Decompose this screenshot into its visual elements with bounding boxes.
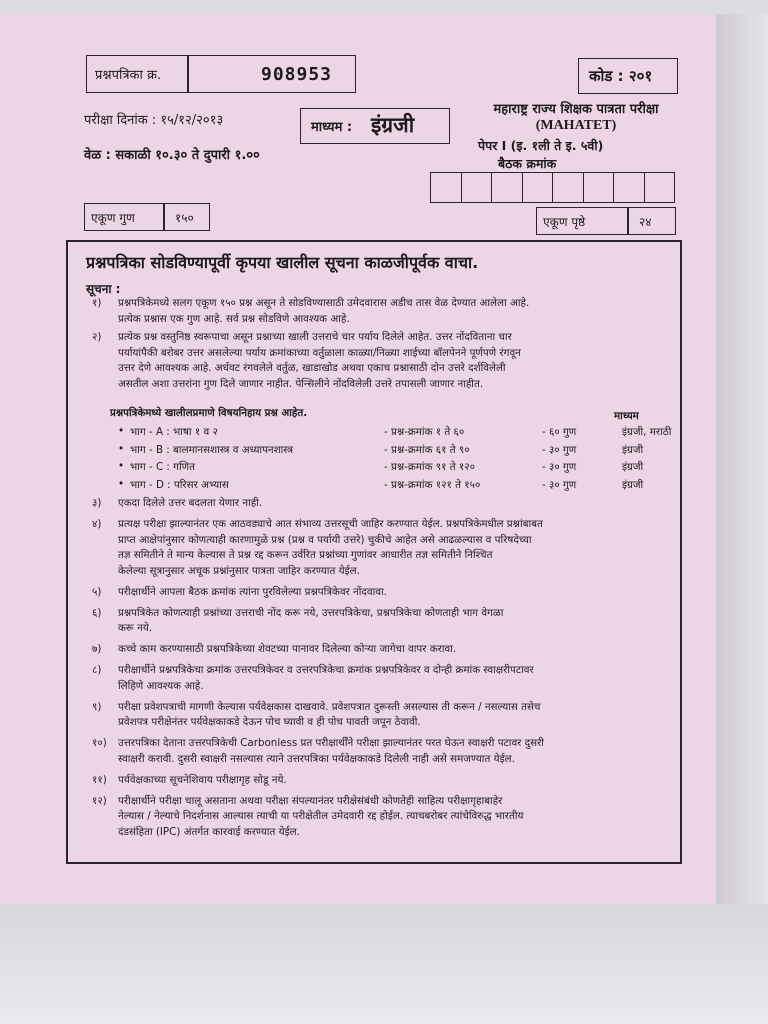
subject-row [118, 425, 678, 441]
subject-medium: इंग्रजी [622, 443, 644, 456]
question-paper-number-label-box [86, 55, 188, 93]
notes-label: सूचना : [86, 282, 121, 296]
question-paper-number-value-box [188, 55, 356, 93]
instruction-number: ६) [92, 606, 102, 619]
instruction-line: परीक्षार्थीने प्रश्नपत्रिकेचा क्रमांक उत्तरपत्रिकेवर व उत्तरपत्रिकेचा क्रमांक प्रश्नपत्रिकेवर व दोन्ही क्रमांक स्वाक्षरीपटावर [118, 664, 534, 676]
instruction-text [118, 517, 656, 579]
instruction-line: नेल्यास / नेल्याचे निदर्शनास आल्यास त्याची या परीक्षेतील उमेदवारी रद्द होईल. त्याचबरोबर त्यांचेविरुद्ध भारतीय [118, 810, 524, 822]
seat-number-cell[interactable] [462, 173, 493, 202]
instruction-line: प्रत्येक प्रश्न वस्तुनिष्ठ स्वरूपाचा असून प्रश्नाच्या खाली उत्तराचे चार पर्याय दिलेले आहेत. उत्तर नोंदविताना चार [118, 331, 512, 343]
instruction-number: २) [92, 331, 102, 343]
divider [163, 204, 165, 230]
instruction-line: पर्यायांपैकी बरोबर उत्तर असलेल्या पर्याय क्रमांकाच्या वर्तुळाला काळ्या/निळ्या शाईच्या बॉलपेनने पूर्णपणे रंगवून [118, 346, 521, 359]
instruction-text [118, 794, 656, 841]
instruction-line: प्राप्त आक्षेपांनुसार कोणत्याही कारणामुळे प्रश्न (प्रश्न व पर्यायी उत्तरे) चुकीचे आहेत असे आढळल्यास व परिषदेच्या [118, 533, 532, 546]
instruction-number: ३) [92, 497, 102, 509]
instruction-line: एकदा दिलेले उत्तर बदलता येणार नाही. [118, 497, 263, 509]
subject-row [118, 460, 678, 476]
seat-number-cell[interactable] [492, 173, 523, 202]
subject-medium: इंग्रजी [622, 461, 644, 473]
total-pages-value: २४ [639, 215, 652, 229]
question-range: - प्रश्न-क्रमांक १२१ ते १५० [384, 478, 481, 491]
instruction-number: ७) [92, 643, 102, 655]
instruction-line: असतील अशा उत्तरांना गुण दिले जाणार नाहीत. पेन्सिलीने नोंदविलेली उत्तरे तपासली जाणार नाहीत. [118, 377, 484, 390]
question-paper-number-label: प्रश्नपत्रिका क्र. [95, 68, 162, 83]
instruction-line: परीक्षार्थीने परीक्षा चालू असताना अथवा परीक्षा संपल्यानंतर परीक्षेसंबंधी कोणतेही साहित्य परीक्षागृहाबाहेर [118, 794, 503, 807]
instruction-line: दंडसंहिता (IPC) अंतर्गत कारवाई करण्यात येईल. [118, 825, 300, 838]
instruction-line: लिहिणे आवश्यक आहे. [118, 679, 204, 692]
instruction-line: परीक्षार्थीने आपला बैठक क्रमांक त्यांना पुरविलेल्या प्रश्नपत्रिकेवर नोंदवावा. [118, 585, 387, 598]
bullet-icon: • [118, 477, 125, 490]
instruction-number: १२) [92, 794, 107, 807]
instruction-line: कच्चे काम करण्यासाठी प्रश्नपत्रिकेच्या शेवटच्या पानावर दिलेल्या कोऱ्या जागेचा वापर करावा. [118, 643, 457, 655]
instruction-line: प्रश्नपत्रिकेत कोणत्याही प्रश्नांच्या उत्तराची नोंद करू नये, उत्तरपत्रिकेचा, प्रश्नपत्रिकेचा कोणताही भाग वेगळा [118, 606, 504, 619]
instruction-line: करू नये. [118, 622, 153, 634]
medium-column-heading: माध्यम [614, 410, 639, 422]
total-marks-label: एकूण गुण [91, 211, 135, 225]
instruction-line: केलेल्या सूत्रानुसार अचूक प्रश्नांनुसार पात्रता जाहिर करण्यात येईल. [118, 564, 360, 577]
instruction-line: प्रत्येक प्रश्नास एक गुण आहे. सर्व प्रश्न सोडविणे आवश्यक आहे. [118, 312, 350, 325]
instruction-line: तज्ञ समितीने ते मान्य केल्यास ते प्रश्न रद्द करून उर्वरित प्रश्नांच्या गुणांवर आधारीत तज्ञ समितीने निश्चित [118, 549, 493, 561]
paper-level: पेपर I (इ. १ली ते इ. ५वी) [478, 138, 604, 153]
subject-marks: - ३० गुण [542, 443, 577, 456]
subject-part: भाग - B : बालमानसशास्त्र व अध्यापनशास्त्र [130, 443, 293, 456]
instruction-line: प्रश्नपत्रिकेमध्ये सलग एकूण १५० प्रश्न असून ते सोडविण्यासाठी उमेदवारास अडीच तास वेळ देण्यात आलेला आहे. [118, 297, 530, 309]
seat-number-cell[interactable] [584, 173, 615, 202]
subject-part: भाग - A : भाषा १ व २ [130, 426, 218, 438]
subject-medium: इंग्रजी, मराठी [622, 426, 672, 438]
page-edge-shadow [716, 14, 768, 904]
total-marks-value: १५० [175, 211, 194, 225]
seat-number-grid[interactable] [430, 172, 675, 203]
instruction-line: परीक्षा प्रवेशपत्राची मागणी केल्यास पर्यवेक्षकास दाखवावे. प्रवेशपत्रात दुरूस्ती असल्यास ती करून / नसल्यास तसेच [118, 700, 541, 713]
instruction-text [118, 736, 656, 767]
total-marks-box [84, 203, 210, 231]
instruction-line: स्वाक्षरी करावी. दुसरी स्वाक्षरी नसल्यास त्याने उत्तरपत्रिका पर्यवेक्षकाकडे दिलेली नाही असे समजण्यात येईल. [118, 752, 515, 765]
bullet-icon: • [118, 460, 125, 472]
subject-marks: - ३० गुण [542, 478, 577, 491]
question-paper-number: 908953 [261, 64, 333, 85]
scan-background [0, 904, 768, 1024]
instruction-text [118, 496, 656, 512]
seat-number-cell[interactable] [553, 173, 584, 202]
instruction-text [118, 773, 656, 789]
instruction-number: ४) [92, 518, 102, 530]
instruction-text [118, 606, 656, 637]
instruction-text [118, 663, 656, 694]
question-range: - प्रश्न-क्रमांक १ ते ६० [384, 426, 465, 438]
medium-label: माध्यम : [311, 120, 353, 135]
subject-medium: इंग्रजी [622, 478, 644, 491]
exam-title: महाराष्ट्र राज्य शिक्षक पात्रता परीक्षा [493, 102, 659, 117]
bullet-icon: • [118, 425, 125, 437]
instruction-number: ११) [92, 773, 107, 786]
exam-abbreviation: (MAHATET) [535, 118, 617, 133]
instruction-line: प्रत्यक्ष परीक्षा झाल्यानंतर एक आठवड्याचे आत संभाव्य उत्तरसूची जाहिर करण्यात येईल. प्रश्नपत्रिकेमधील प्रश्नांबाबत [118, 518, 543, 530]
seat-number-cell[interactable] [614, 173, 645, 202]
instruction-line: प्रवेशपत्र परीक्षेनंतर पर्यवेक्षकाकडे देऊन पोच घ्यावी व ही पोच पावती जपून ठेवावी. [118, 716, 421, 728]
instruction-text [118, 585, 656, 601]
subject-row [118, 478, 678, 494]
instruction-text [118, 296, 656, 327]
total-pages-box [536, 207, 676, 235]
question-range: - प्रश्न-क्रमांक ९१ ते १२० [384, 461, 475, 473]
instructions-heading: प्रश्नपत्रिका सोडविण्यापूर्वी कृपया खालील सूचना काळजीपूर्वक वाचा. [86, 253, 479, 272]
instruction-number: १) [92, 297, 102, 309]
total-pages-label: एकूण पृष्ठे [543, 215, 586, 229]
instruction-number: ८) [92, 664, 102, 676]
instruction-line: उत्तर देणे आवश्यक आहे. अर्धवट रंगवलेले वर्तुळ, खाडाखोड अथवा एकाच प्रश्नासाठी दोन उत्तरे दर्शविलेली [118, 362, 506, 374]
instruction-text [118, 700, 656, 731]
subject-heading: प्रश्नपत्रिकेमध्ये खालीलप्रमाणे विषयनिहाय प्रश्न आहेत. [110, 407, 308, 419]
seat-number-cell[interactable] [523, 173, 554, 202]
subject-marks: - ३० गुण [542, 461, 577, 473]
instruction-number: ९) [92, 700, 102, 713]
instruction-number: ५) [92, 585, 102, 598]
subject-marks: - ६० गुण [542, 426, 577, 438]
bullet-icon: • [118, 442, 125, 455]
paper-code: कोड : २०१ [589, 67, 653, 85]
exam-date: परीक्षा दिनांक : १५/१२/२०१३ [84, 113, 224, 128]
seat-number-cell[interactable] [431, 173, 462, 202]
subject-row [118, 443, 678, 459]
seat-number-cell[interactable] [645, 173, 675, 202]
subject-part: भाग - D : परिसर अभ्यास [130, 478, 229, 491]
exam-time: वेळ : सकाळी १०.३० ते दुपारी १.०० [84, 148, 260, 163]
divider [627, 208, 629, 234]
seat-number-label: बैठक क्रमांक [498, 156, 557, 171]
code-box [578, 58, 678, 94]
instruction-line: उत्तरपत्रिका देताना उत्तरपत्रिकेची Carbonless प्रत परीक्षार्थींने परीक्षा झाल्यानंतर परत घेऊन स्वाक्षरी पटावर दुसरी [118, 737, 544, 749]
instruction-number: १०) [92, 737, 107, 749]
question-range: - प्रश्न-क्रमांक ६१ ते ९० [384, 443, 470, 456]
instruction-line: पर्यवेक्षकाच्या सूचनेशिवाय परीक्षागृह सोडू नये. [118, 773, 287, 786]
medium-box [300, 108, 450, 144]
medium-value: इंग्रजी [371, 113, 415, 137]
instruction-text [118, 642, 656, 658]
instruction-text [118, 330, 656, 392]
subject-part: भाग - C : गणित [130, 461, 195, 473]
